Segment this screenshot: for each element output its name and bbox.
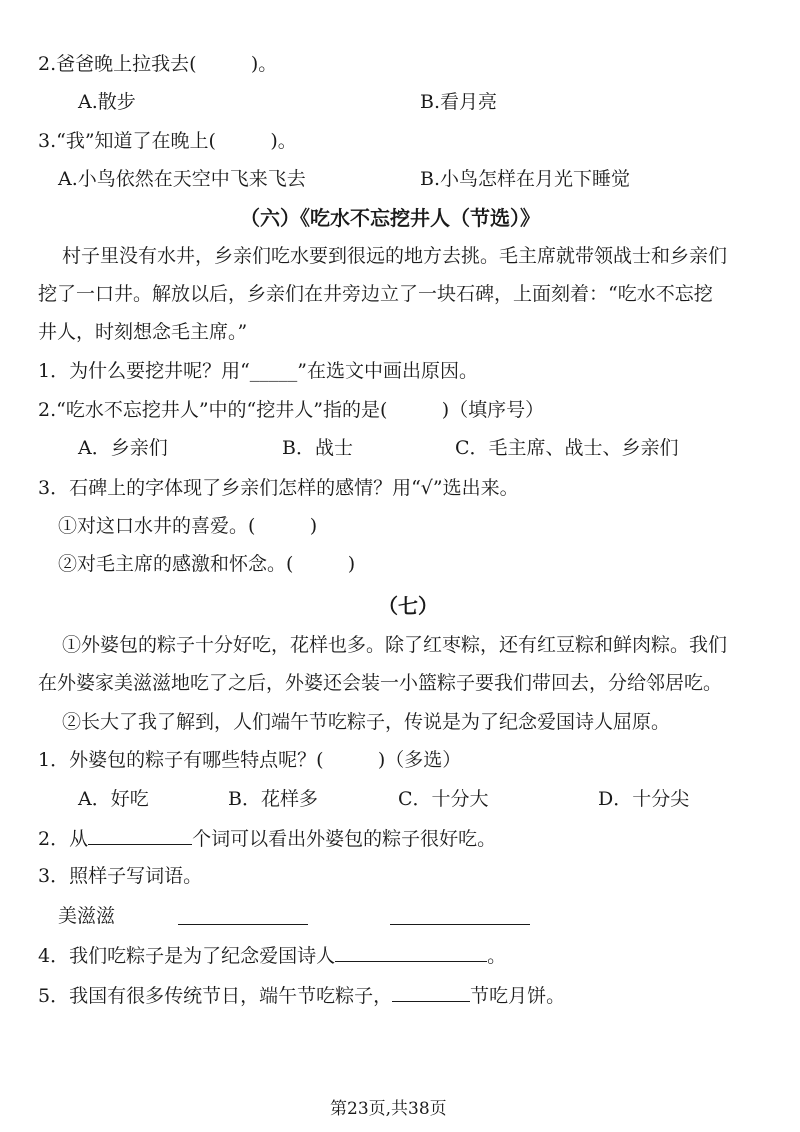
question-text: 5．我国有很多传统节日，端午节吃粽子， [38,985,393,1007]
question-3: 3．照样子写词语。 [38,865,203,887]
question-3: 3.“我”知道了在晚上( )。 [38,130,297,152]
question-text: 2．从 [38,828,89,850]
example-word: 美滋滋 [58,905,116,927]
question-2 [38,826,496,851]
option-c: C．十分大 [398,788,489,810]
passage-line: ①外婆包的粽子十分好吃，花样也多。除了红枣粽，还有红豆粽和鲜肉粽。我们 [62,634,728,656]
option-a: A．好吃 [78,788,149,810]
section-title-six: （六）《吃水不忘挖井人（节选）》 [240,206,540,230]
option-b: B．战士 [282,437,353,459]
option-c: C．毛主席、战士、乡亲们 [455,437,679,459]
page-number: 第23页,共38页 [330,1099,447,1119]
question-text: 。 [487,945,507,967]
choice-2: ②对毛主席的感激和怀念。( ) [58,553,356,575]
question-text: 节吃月饼。 [470,985,566,1007]
passage-line: 井人，时刻想念毛主席。” [38,321,248,343]
question-3: 3．石碑上的字体现了乡亲们怎样的感情？用“√”选出来。 [38,477,519,499]
option-a: A．乡亲们 [78,437,168,459]
question-5 [38,983,565,1008]
answer-blank[interactable] [392,983,470,1002]
option-a: A.小鸟依然在天空中飞来飞去 [58,168,306,190]
question-1: 1．为什么要挖井呢？用“_____”在选文中画出原因。 [38,360,479,382]
passage-line: 村子里没有水井，乡亲们吃水要到很远的地方去挑。毛主席就带领战士和乡亲们 [62,245,728,267]
question-text: 个词可以看出外婆包的粽子很好吃。 [192,828,497,850]
question-1: 1．外婆包的粽子有哪些特点呢？( )（多选） [38,749,462,771]
option-b: B．花样多 [228,788,318,810]
option-a: A.散步 [78,91,136,113]
question-text: 4．我们吃粽子是为了纪念爱国诗人 [38,945,336,967]
section-title-seven: （七） [378,594,438,618]
answer-blank[interactable] [178,906,308,925]
passage-line: 在外婆家美滋滋地吃了之后，外婆还会装一小篮粽子要我们带回去，分给邻居吃。 [38,672,723,694]
answer-blank[interactable] [88,826,192,845]
passage-line: 挖了一口井。解放以后，乡亲们在井旁边立了一块石碑，上面刻着：“吃水不忘挖 [38,283,713,305]
passage-line: ②长大了我了解到，人们端午节吃粽子，传说是为了纪念爱国诗人屈原。 [62,711,671,733]
option-b: B.看月亮 [420,91,498,113]
choice-1: ①对这口水井的喜爱。( ) [58,515,318,537]
question-4 [38,943,506,968]
answer-blank[interactable] [390,906,530,925]
question-2: 2.“吃水不忘挖井人”中的“挖井人”指的是( )（填序号） [38,399,545,421]
answer-blank[interactable] [335,943,487,962]
question-2: 2.爸爸晚上拉我去( )。 [38,53,278,75]
option-b: B.小鸟怎样在月光下睡觉 [420,168,631,190]
option-d: D．十分尖 [598,788,690,810]
